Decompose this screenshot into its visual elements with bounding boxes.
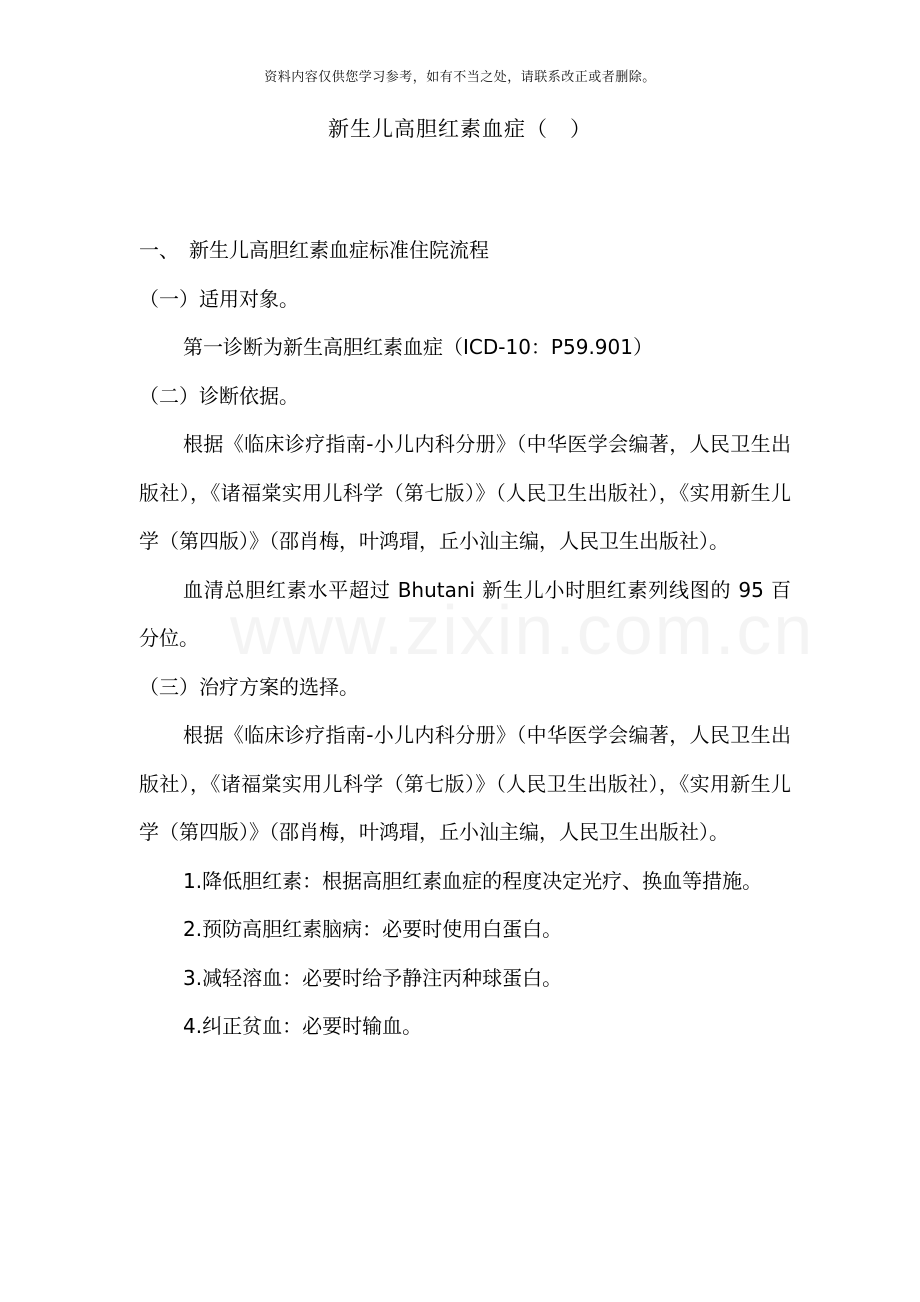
section-heading-1: 一、 新生儿高胆红素血症标准住院流程: [139, 238, 489, 262]
subsection-heading-treatment: （三）治疗方案的选择。: [139, 674, 359, 699]
document-body: [139, 226, 791, 1051]
header-note: 资料内容仅供您学习参考，如有不当之处，请联系改正或者删除。: [264, 70, 656, 85]
treatment-basis-paragraph: 根据《临床诊疗指南-小儿内科分册》（中华医学会编著，人民卫生出版社），《诸福棠实用儿科学（第七版）》（人民卫生出版社），《实用新生儿学（第四版）》（邵肖梅，叶鸿瑁，丘小汕主编，人民卫生出版社）。: [139, 723, 791, 844]
treatment-item: 1.降低胆红素：根据高胆红素血症的程度决定光疗、换血等措施。: [183, 868, 763, 893]
subsection-heading-diagnosis: （二）诊断依据。: [139, 383, 299, 408]
treatment-item: 4.纠正贫血：必要时输血。: [183, 1014, 423, 1038]
subsection-heading-applicable: （一）适用对象。: [139, 286, 299, 311]
diagnosis-code-paragraph: 第一诊断为新生高胆红素血症（ICD-10：P59.901）: [183, 335, 653, 359]
bilirubin-criteria-paragraph: 血清总胆红素水平超过 Bhutani 新生儿小时胆红素列线图的 95 百分位。: [139, 577, 791, 650]
treatment-item: 2.预防高胆红素脑病：必要时使用白蛋白。: [183, 917, 563, 941]
treatment-item: 3.减轻溶血：必要时给予静注丙种球蛋白。: [183, 965, 563, 990]
document-title: 新生儿高胆红素血症（ ）: [328, 117, 592, 141]
diagnosis-basis-paragraph: 根据《临床诊疗指南-小儿内科分册》（中华医学会编著，人民卫生出版社），《诸福棠实用儿科学（第七版）》（人民卫生出版社），《实用新生儿学（第四版）》（邵肖梅，叶鸿瑁，丘小汕主编，人民卫生出版社）。: [139, 432, 791, 553]
